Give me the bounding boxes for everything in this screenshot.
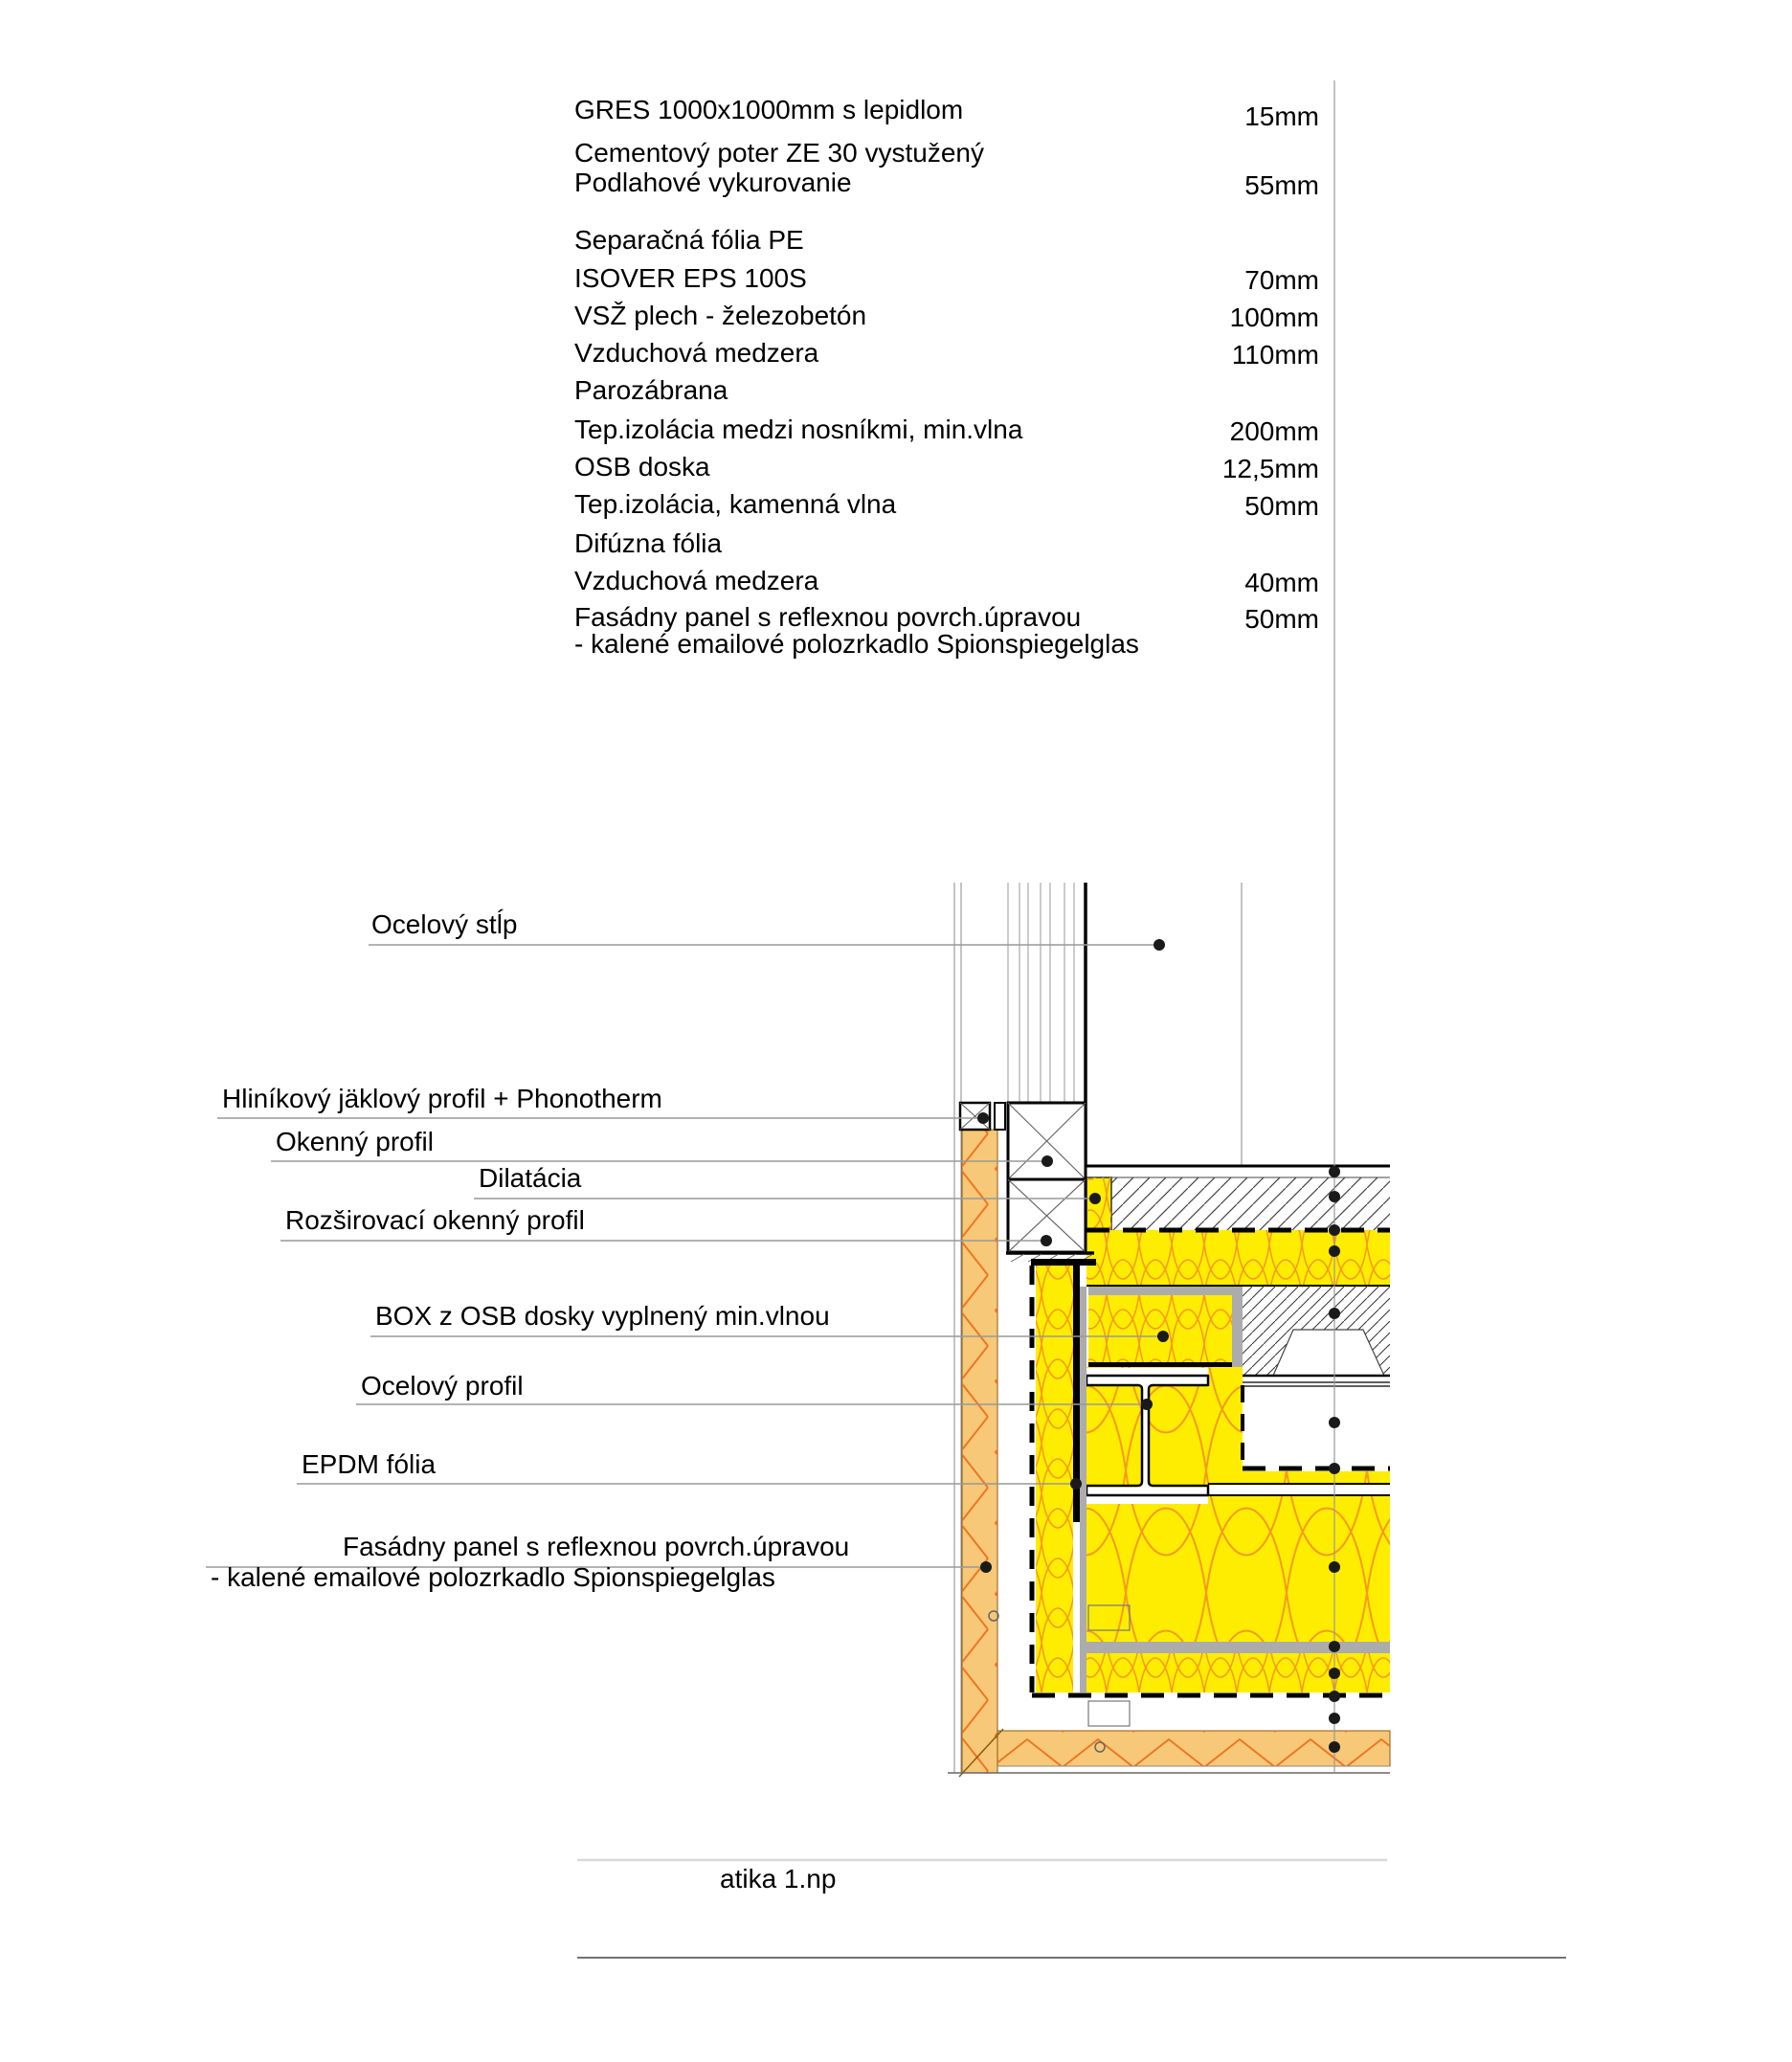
legend-label: Separačná fólia PE bbox=[574, 225, 804, 255]
label-window-profile: Okenný profil bbox=[276, 1127, 434, 1156]
label-steel-column: Ocelový stĺp bbox=[371, 909, 518, 939]
detail-caption: atika 1.np bbox=[720, 1864, 837, 1894]
legend-value: 100mm bbox=[1229, 303, 1319, 332]
cement-screed-hatch bbox=[1111, 1177, 1390, 1230]
legend-value: 55mm bbox=[1244, 170, 1319, 200]
legend-label-line2: - kalené emailové polozrkadlo Spionspiegelglas bbox=[574, 629, 1139, 659]
legend-value: 50mm bbox=[1244, 604, 1319, 634]
legend-value: 50mm bbox=[1244, 491, 1319, 521]
legend-value: 110mm bbox=[1231, 340, 1319, 370]
legend-label: OSB doska bbox=[574, 452, 710, 482]
beam-bay-insulation bbox=[1086, 1367, 1390, 1642]
legend-label: Cementový poter ZE 30 vystužený bbox=[574, 138, 984, 168]
legend-value: 12,5mm bbox=[1221, 454, 1319, 483]
legend-label: Tep.izolácia, kamenná vlna bbox=[574, 489, 897, 519]
label-aluminium-profile: Hliníkový jäklový profil + Phonotherm bbox=[222, 1084, 662, 1113]
legend-label-line2: Podlahové vykurovanie bbox=[574, 168, 852, 197]
label-facade-panel-line2: - kalené emailové polozrkadlo Spionspiegelglas bbox=[211, 1562, 775, 1592]
legend-label: Fasádny panel s reflexnou povrch.úpravou bbox=[574, 602, 1082, 632]
legend-label: GRES 1000x1000mm s lepidlom bbox=[574, 95, 964, 124]
legend-label: Difúzna fólia bbox=[574, 528, 723, 558]
legend-value: 200mm bbox=[1229, 416, 1319, 446]
label-extension-profile: Rozširovací okenný profil bbox=[285, 1205, 585, 1235]
legend-label: VSŽ plech - železobetón bbox=[574, 301, 867, 330]
legend-label: Vzduchová medzera bbox=[574, 338, 819, 368]
label-steel-profile: Ocelový profil bbox=[361, 1371, 524, 1401]
legend-label: Tep.izolácia medzi nosníkmi, min.vlna bbox=[574, 415, 1023, 444]
label-dilatation: Dilatácia bbox=[479, 1163, 582, 1193]
legend-label: Parozábrana bbox=[574, 375, 728, 405]
osb-board bbox=[1086, 1642, 1390, 1653]
legend-value: 15mm bbox=[1244, 101, 1319, 131]
legend-value: 40mm bbox=[1244, 568, 1319, 597]
label-osb-box: BOX z OSB dosky vyplnený min.vlnou bbox=[375, 1301, 830, 1331]
legend-value: 70mm bbox=[1244, 265, 1319, 295]
legend-label: ISOVER EPS 100S bbox=[574, 263, 807, 293]
legend-label: Vzduchová medzera bbox=[574, 566, 819, 595]
label-facade-panel: Fasádny panel s reflexnou povrch.úpravou bbox=[343, 1532, 850, 1561]
label-epdm-foil: EPDM fólia bbox=[302, 1449, 437, 1479]
